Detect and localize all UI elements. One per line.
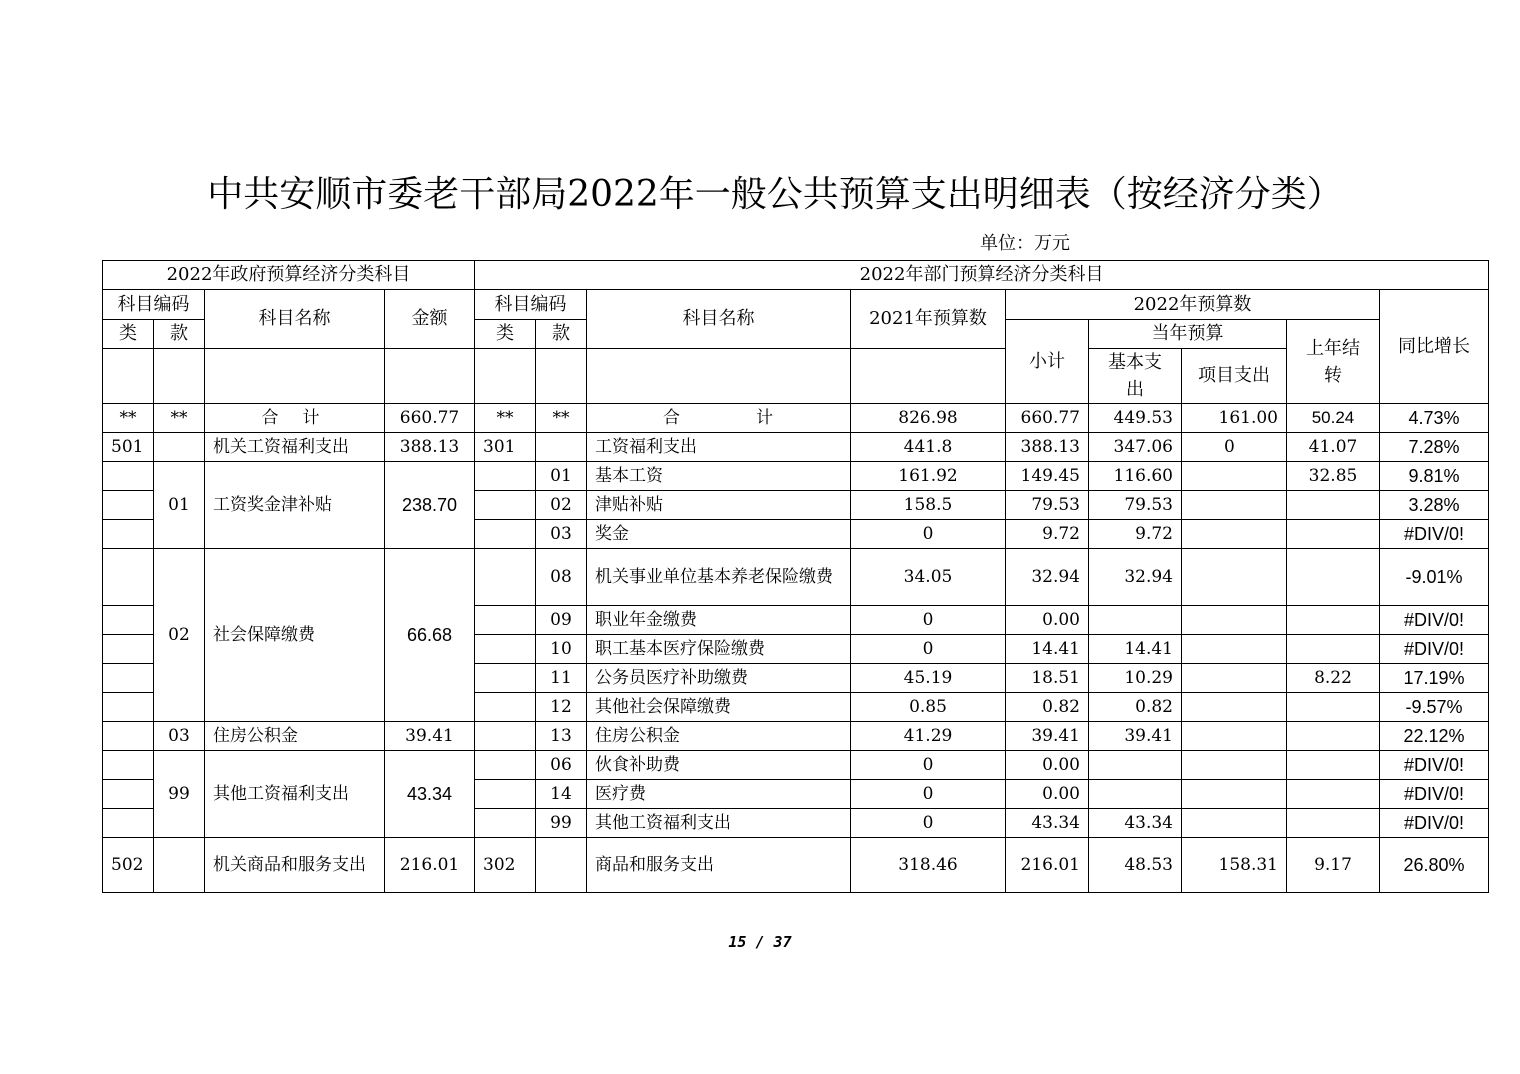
cell bbox=[103, 780, 154, 809]
cell bbox=[103, 664, 154, 693]
gov-lei-header: 类 bbox=[103, 320, 154, 349]
cell: 149.45 bbox=[1006, 462, 1089, 491]
cell: 03 bbox=[536, 520, 587, 549]
cell bbox=[1287, 693, 1380, 722]
dept-group-header: 2022年部门预算经济分类科目 bbox=[475, 261, 1489, 290]
cell: 其他社会保障缴费 bbox=[587, 693, 851, 722]
cell: 43.34 bbox=[385, 751, 475, 838]
cell: 50.24 bbox=[1287, 404, 1380, 433]
cell: 0 bbox=[851, 809, 1006, 838]
cell: ** bbox=[536, 404, 587, 433]
cell: 0 bbox=[851, 635, 1006, 664]
cell: 合计 bbox=[587, 404, 851, 433]
cell: #DIV/0! bbox=[1380, 606, 1489, 635]
gov-code-header: 科目编码 bbox=[103, 290, 205, 320]
blank-cell bbox=[475, 349, 536, 404]
cell: 441.8 bbox=[851, 433, 1006, 462]
cell: 03 bbox=[154, 722, 205, 751]
cell bbox=[103, 491, 154, 520]
cell: 161.92 bbox=[851, 462, 1006, 491]
cell bbox=[1182, 809, 1287, 838]
cell: 158.31 bbox=[1182, 838, 1287, 893]
cell: 39.41 bbox=[1089, 722, 1182, 751]
cell: -9.01% bbox=[1380, 549, 1489, 606]
cell bbox=[475, 635, 536, 664]
cell: 公务员医疗补助缴费 bbox=[587, 664, 851, 693]
table-row bbox=[103, 722, 1489, 751]
cell: 12 bbox=[536, 693, 587, 722]
cell: 0.00 bbox=[1006, 780, 1089, 809]
dept-name-header: 科目名称 bbox=[587, 290, 851, 349]
cell: 161.00 bbox=[1182, 404, 1287, 433]
cell: 住房公积金 bbox=[205, 722, 385, 751]
cell bbox=[1287, 491, 1380, 520]
cell: 660.77 bbox=[385, 404, 475, 433]
basic-header: 基本支出 bbox=[1089, 349, 1182, 404]
cell: 660.77 bbox=[1006, 404, 1089, 433]
cell bbox=[1182, 693, 1287, 722]
cell: 26.80% bbox=[1380, 838, 1489, 893]
cell: 302 bbox=[475, 838, 536, 893]
cell: 工资福利支出 bbox=[587, 433, 851, 462]
cell: 02 bbox=[154, 549, 205, 722]
cell: 501 bbox=[103, 433, 154, 462]
unit-label: 单位：万元 bbox=[980, 233, 1070, 254]
cell: 45.19 bbox=[851, 664, 1006, 693]
cell: 347.06 bbox=[1089, 433, 1182, 462]
cell: 3.28% bbox=[1380, 491, 1489, 520]
cell: 医疗费 bbox=[587, 780, 851, 809]
cell bbox=[1182, 462, 1287, 491]
cell: 08 bbox=[536, 549, 587, 606]
cell: 41.29 bbox=[851, 722, 1006, 751]
cell bbox=[103, 722, 154, 751]
cell bbox=[1287, 635, 1380, 664]
cell: 34.05 bbox=[851, 549, 1006, 606]
cell: 79.53 bbox=[1006, 491, 1089, 520]
cell bbox=[103, 635, 154, 664]
cell: 17.19% bbox=[1380, 664, 1489, 693]
cell bbox=[475, 520, 536, 549]
table-row bbox=[103, 838, 1489, 893]
cell: 工资奖金津补贴 bbox=[205, 462, 385, 549]
cell: 10 bbox=[536, 635, 587, 664]
cell: 13 bbox=[536, 722, 587, 751]
cell: 0.82 bbox=[1006, 693, 1089, 722]
cell bbox=[1287, 722, 1380, 751]
cell: 9.72 bbox=[1006, 520, 1089, 549]
cell bbox=[1182, 635, 1287, 664]
current-year-header: 当年预算 bbox=[1089, 320, 1287, 349]
cell bbox=[1182, 780, 1287, 809]
cell bbox=[103, 751, 154, 780]
cell: ** bbox=[475, 404, 536, 433]
cell bbox=[475, 751, 536, 780]
cell: 0.00 bbox=[1006, 751, 1089, 780]
page-number: 15 / 37 bbox=[728, 933, 792, 951]
cell bbox=[103, 549, 154, 606]
cell bbox=[475, 809, 536, 838]
budget-table bbox=[102, 260, 1489, 893]
cell: 0.00 bbox=[1006, 606, 1089, 635]
cell: 其他工资福利支出 bbox=[587, 809, 851, 838]
carryover-header: 上年结转 bbox=[1287, 320, 1380, 404]
cell: 机关工资福利支出 bbox=[205, 433, 385, 462]
cell bbox=[103, 606, 154, 635]
cell: 158.5 bbox=[851, 491, 1006, 520]
cell: #DIV/0! bbox=[1380, 809, 1489, 838]
page-title: 中共安顺市委老干部局2022年一般公共预算支出明细表（按经济分类） bbox=[207, 174, 1343, 215]
total-row bbox=[103, 404, 1489, 433]
cell: 79.53 bbox=[1089, 491, 1182, 520]
cell bbox=[1287, 549, 1380, 606]
cell: 9.81% bbox=[1380, 462, 1489, 491]
cell: 10.29 bbox=[1089, 664, 1182, 693]
cell: 14 bbox=[536, 780, 587, 809]
cell: #DIV/0! bbox=[1380, 751, 1489, 780]
cell: 社会保障缴费 bbox=[205, 549, 385, 722]
cell: 01 bbox=[154, 462, 205, 549]
cell: 9.72 bbox=[1089, 520, 1182, 549]
dept-code-header: 科目编码 bbox=[475, 290, 587, 320]
gov-name-header: 科目名称 bbox=[205, 290, 385, 349]
cell bbox=[103, 809, 154, 838]
dept-lei-header: 类 bbox=[475, 320, 536, 349]
cell: 99 bbox=[536, 809, 587, 838]
cell: 0 bbox=[1182, 433, 1287, 462]
cell: 奖金 bbox=[587, 520, 851, 549]
cell bbox=[154, 433, 205, 462]
cell: 4.73% bbox=[1380, 404, 1489, 433]
cell: 388.13 bbox=[1006, 433, 1089, 462]
cell bbox=[536, 838, 587, 893]
budget-2021-header: 2021年预算数 bbox=[851, 290, 1006, 349]
blank-cell bbox=[154, 349, 205, 404]
cell: ** bbox=[103, 404, 154, 433]
gov-group-header: 2022年政府预算经济分类科目 bbox=[103, 261, 475, 290]
cell bbox=[1182, 549, 1287, 606]
cell bbox=[1182, 664, 1287, 693]
cell: 06 bbox=[536, 751, 587, 780]
project-header: 项目支出 bbox=[1182, 349, 1287, 404]
cell bbox=[103, 520, 154, 549]
cell: 32.94 bbox=[1089, 549, 1182, 606]
cell: 机关商品和服务支出 bbox=[205, 838, 385, 893]
cell: 22.12% bbox=[1380, 722, 1489, 751]
blank-cell bbox=[587, 349, 851, 404]
cell: 238.70 bbox=[385, 462, 475, 549]
blank-cell bbox=[385, 349, 475, 404]
cell: ** bbox=[154, 404, 205, 433]
cell bbox=[1182, 491, 1287, 520]
blank-cell bbox=[205, 349, 385, 404]
cell: 0 bbox=[851, 780, 1006, 809]
cell: 9.17 bbox=[1287, 838, 1380, 893]
cell: 01 bbox=[536, 462, 587, 491]
cell: 301 bbox=[475, 433, 536, 462]
cell: 0 bbox=[851, 751, 1006, 780]
cell bbox=[475, 491, 536, 520]
gov-amount-header: 金额 bbox=[385, 290, 475, 349]
cell: 116.60 bbox=[1089, 462, 1182, 491]
cell bbox=[1089, 751, 1182, 780]
cell: #DIV/0! bbox=[1380, 520, 1489, 549]
cell: 826.98 bbox=[851, 404, 1006, 433]
cell: 32.94 bbox=[1006, 549, 1089, 606]
cell: 0 bbox=[851, 606, 1006, 635]
subtotal-header: 小计 bbox=[1006, 320, 1089, 404]
table-row bbox=[103, 462, 1489, 491]
cell bbox=[475, 462, 536, 491]
cell: -9.57% bbox=[1380, 693, 1489, 722]
cell: 11 bbox=[536, 664, 587, 693]
cell bbox=[1182, 722, 1287, 751]
cell: 14.41 bbox=[1006, 635, 1089, 664]
cell bbox=[475, 549, 536, 606]
cell: 8.22 bbox=[1287, 664, 1380, 693]
budget-2022-header: 2022年预算数 bbox=[1006, 290, 1380, 320]
cell: 住房公积金 bbox=[587, 722, 851, 751]
cell: 32.85 bbox=[1287, 462, 1380, 491]
cell bbox=[1089, 606, 1182, 635]
header-row-1 bbox=[103, 261, 1489, 290]
cell: 41.07 bbox=[1287, 433, 1380, 462]
blank-cell bbox=[851, 349, 1006, 404]
cell bbox=[475, 780, 536, 809]
cell bbox=[103, 693, 154, 722]
cell: 388.13 bbox=[385, 433, 475, 462]
cell: 449.53 bbox=[1089, 404, 1182, 433]
cell: 43.34 bbox=[1089, 809, 1182, 838]
cell bbox=[1287, 751, 1380, 780]
dept-kuan-header: 款 bbox=[536, 320, 587, 349]
cell bbox=[1089, 780, 1182, 809]
cell: 14.41 bbox=[1089, 635, 1182, 664]
cell: 其他工资福利支出 bbox=[205, 751, 385, 838]
cell bbox=[1287, 809, 1380, 838]
yoy-header: 同比增长 bbox=[1380, 290, 1489, 404]
cell: 0.85 bbox=[851, 693, 1006, 722]
cell: 66.68 bbox=[385, 549, 475, 722]
header-row-2 bbox=[103, 290, 1489, 320]
cell: 基本工资 bbox=[587, 462, 851, 491]
cell: #DIV/0! bbox=[1380, 780, 1489, 809]
cell bbox=[103, 462, 154, 491]
cell bbox=[1287, 780, 1380, 809]
cell bbox=[1182, 520, 1287, 549]
cell: 39.41 bbox=[1006, 722, 1089, 751]
blank-cell bbox=[536, 349, 587, 404]
cell: 职工基本医疗保险缴费 bbox=[587, 635, 851, 664]
cell: 02 bbox=[536, 491, 587, 520]
cell: 商品和服务支出 bbox=[587, 838, 851, 893]
cell: 43.34 bbox=[1006, 809, 1089, 838]
cell bbox=[1287, 606, 1380, 635]
cell: 0 bbox=[851, 520, 1006, 549]
cell: 职业年金缴费 bbox=[587, 606, 851, 635]
cell: 7.28% bbox=[1380, 433, 1489, 462]
cell: 99 bbox=[154, 751, 205, 838]
cell bbox=[1182, 751, 1287, 780]
cell bbox=[475, 722, 536, 751]
cell: 伙食补助费 bbox=[587, 751, 851, 780]
cell bbox=[1182, 606, 1287, 635]
cell: 09 bbox=[536, 606, 587, 635]
cell: 18.51 bbox=[1006, 664, 1089, 693]
cell bbox=[154, 838, 205, 893]
gov-kuan-header: 款 bbox=[154, 320, 205, 349]
cell: #DIV/0! bbox=[1380, 635, 1489, 664]
cell bbox=[536, 433, 587, 462]
table-row bbox=[103, 433, 1489, 462]
cell: 津贴补贴 bbox=[587, 491, 851, 520]
cell bbox=[475, 606, 536, 635]
cell: 39.41 bbox=[385, 722, 475, 751]
cell: 48.53 bbox=[1089, 838, 1182, 893]
table-row bbox=[103, 751, 1489, 780]
table-row bbox=[103, 549, 1489, 606]
cell bbox=[475, 693, 536, 722]
blank-cell bbox=[103, 349, 154, 404]
cell: 216.01 bbox=[385, 838, 475, 893]
cell: 318.46 bbox=[851, 838, 1006, 893]
cell bbox=[475, 664, 536, 693]
cell: 216.01 bbox=[1006, 838, 1089, 893]
cell bbox=[1287, 520, 1380, 549]
cell: 机关事业单位基本养老保险缴费 bbox=[587, 549, 851, 606]
cell: 0.82 bbox=[1089, 693, 1182, 722]
cell: 合计 bbox=[205, 404, 385, 433]
cell: 502 bbox=[103, 838, 154, 893]
